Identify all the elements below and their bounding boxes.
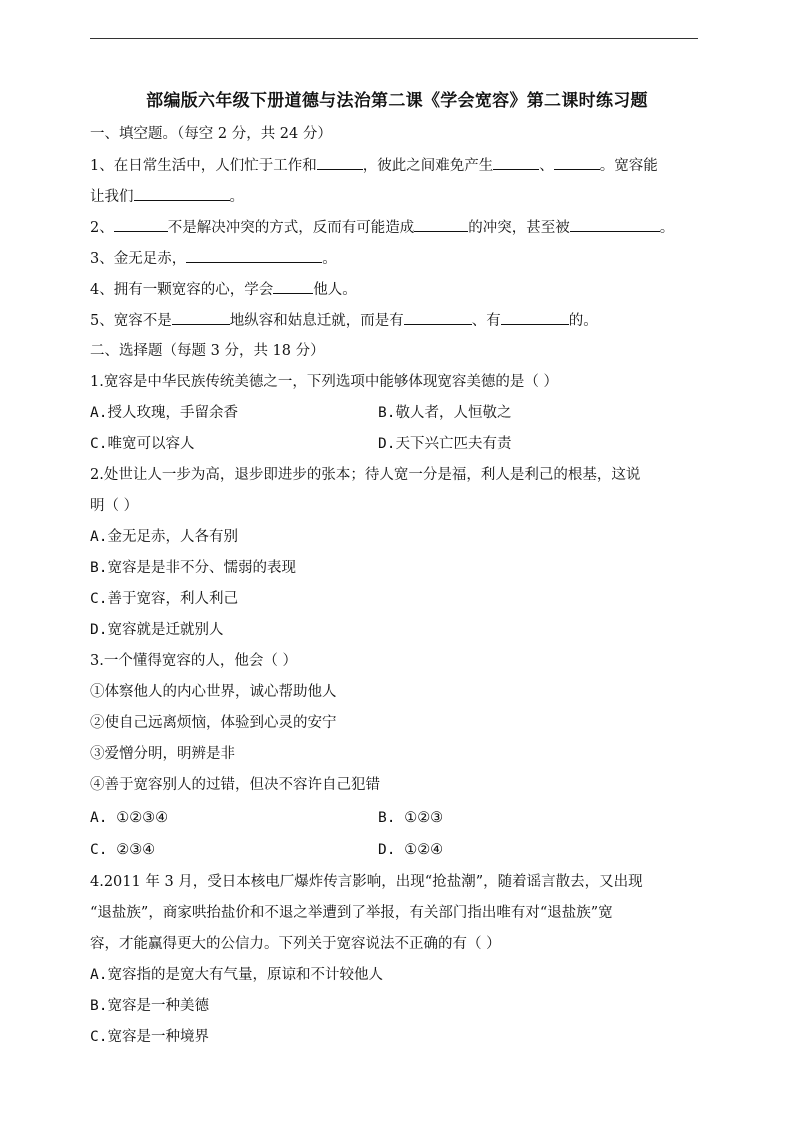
fill-question-5: 5、宽容不是 地纵容和姑息迁就，而是有 、有 的。 xyxy=(90,310,598,331)
header-rule xyxy=(90,38,698,39)
section2-heading: 二、选择题（每题 3 分，共 18 分） xyxy=(90,343,325,359)
choice-question-4-cont1: “退盐族”，商家哄抬盐价和不退之举遭到了举报，有关部门指出唯有对“退盐族”宽 xyxy=(90,905,613,921)
choice-2-option-a[interactable]: A.金无足赤，人各有别 xyxy=(90,529,238,545)
statement-1: ①体察他人的内心世界，诚心帮助他人 xyxy=(90,684,337,700)
choice-3-option-a[interactable]: A. ①②③④ xyxy=(90,810,169,826)
choice-4-option-a[interactable]: A.宽容指的是宽大有气量，原谅和不计较他人 xyxy=(90,967,383,983)
choice-question-2-cont: 明（ ） xyxy=(90,498,139,514)
choice-3-option-b[interactable]: B. ①②③ xyxy=(378,810,444,826)
blank[interactable] xyxy=(501,310,569,325)
choice-3-option-d[interactable]: D. ①②④ xyxy=(378,842,444,858)
choice-2-option-d[interactable]: D.宽容就是迁就别人 xyxy=(90,622,224,638)
choice-question-3: 3.一个懂得宽容的人，他会（ ） xyxy=(90,653,297,669)
choice-question-4: 4.2011 年 3 月，受日本核电厂爆炸传言影响，出现“抢盐潮”，随着谣言散去，又出现 xyxy=(90,874,643,890)
choice-question-4-cont2: 容，才能赢得更大的公信力。下列关于宽容说法不正确的有（ ） xyxy=(90,936,501,952)
blank[interactable] xyxy=(186,248,322,263)
page-title: 部编版六年级下册道德与法治第二课《学会宽容》第二课时练习题 xyxy=(146,91,648,111)
blank[interactable] xyxy=(493,155,539,170)
fill-question-4: 4、拥有一颗宽容的心，学会 他人。 xyxy=(90,279,357,300)
choice-4-option-c[interactable]: C.宽容是一种境界 xyxy=(90,1029,209,1045)
choice-2-option-b[interactable]: B.宽容是是非不分、懦弱的表现 xyxy=(90,560,296,576)
choice-1-option-c[interactable]: C.唯宽可以容人 xyxy=(90,436,195,452)
fill-question-2: 2、 不是解决冲突的方式，反而有可能造成 的冲突，甚至被 。 xyxy=(90,217,674,238)
fill-question-1: 1、在日常生活中，人们忙于工作和 ，彼此之间难免产生 、 。宽容能 xyxy=(90,155,658,176)
blank[interactable] xyxy=(404,310,472,325)
statement-3: ③爱憎分明，明辨是非 xyxy=(90,746,235,762)
blank[interactable] xyxy=(414,217,468,232)
choice-question-1: 1.宽容是中华民族传统美德之一，下列选项中能够体现宽容美德的是（ ） xyxy=(90,374,558,390)
statement-4: ④善于宽容别人的过错，但决不容许自己犯错 xyxy=(90,777,380,793)
blank[interactable] xyxy=(114,217,168,232)
choice-1-option-a[interactable]: A.授人玫瑰，手留余香 xyxy=(90,405,238,421)
blank[interactable] xyxy=(317,155,363,170)
blank[interactable] xyxy=(273,279,313,294)
blank[interactable] xyxy=(172,310,230,325)
choice-4-option-b[interactable]: B.宽容是一种美德 xyxy=(90,998,209,1014)
blank[interactable] xyxy=(570,217,660,232)
choice-1-option-b[interactable]: B.敬人者，人恒敬之 xyxy=(378,405,512,421)
blank[interactable] xyxy=(134,186,230,201)
blank[interactable] xyxy=(554,155,600,170)
section1-heading: 一、填空题。（每空 2 分，共 24 分） xyxy=(90,126,332,142)
choice-1-option-d[interactable]: D.天下兴亡匹夫有责 xyxy=(378,436,512,452)
choice-3-option-c[interactable]: C. ②③④ xyxy=(90,842,156,858)
fill-question-1-cont: 让我们 。 xyxy=(90,186,244,207)
choice-question-2: 2.处世让人一步为高，退步即进步的张本；待人宽一分是福，利人是利己的根基，这说 xyxy=(90,467,641,483)
choice-2-option-c[interactable]: C.善于宽容，利人利己 xyxy=(90,591,238,607)
fill-question-3: 3、金无足赤， 。 xyxy=(90,248,337,269)
statement-2: ②使自己远离烦恼，体验到心灵的安宁 xyxy=(90,715,337,731)
